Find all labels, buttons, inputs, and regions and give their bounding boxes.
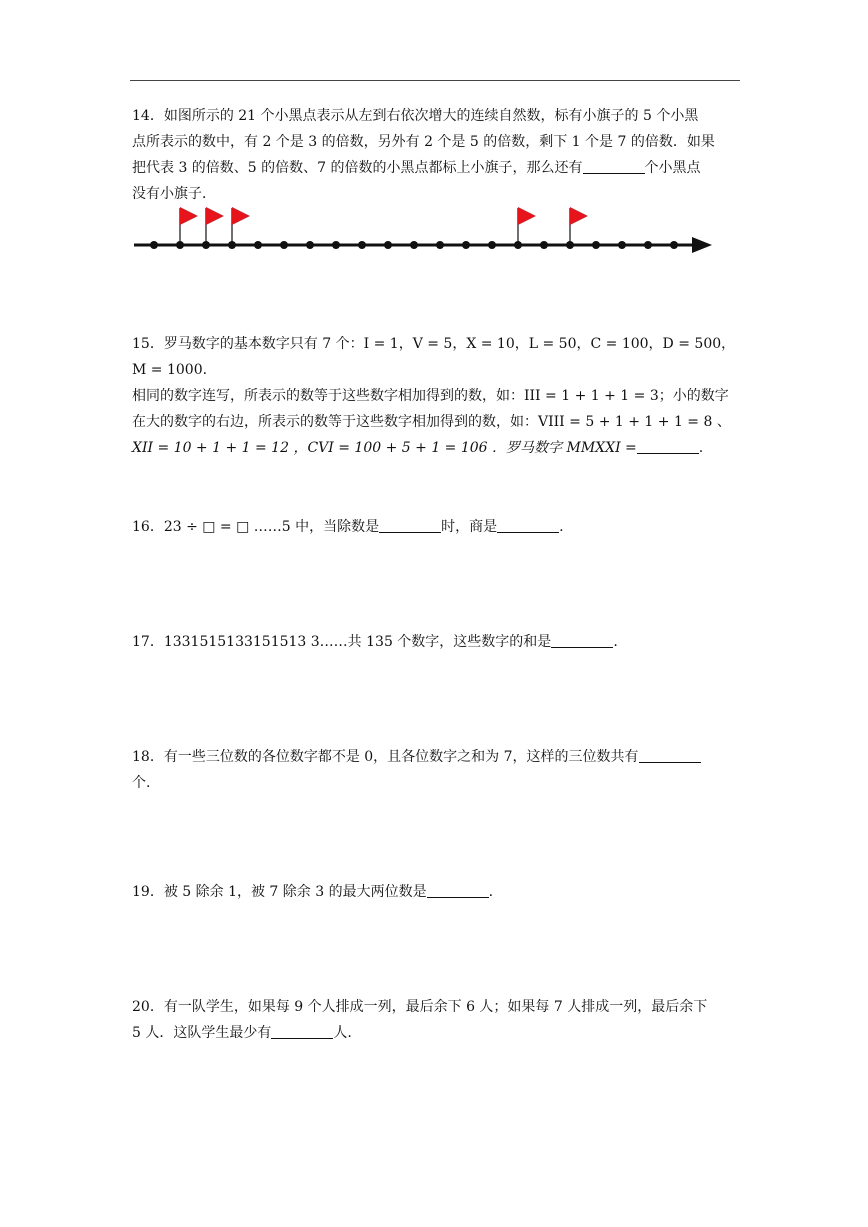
q17-answer-blank <box>551 631 613 648</box>
q16-divisor-blank <box>379 516 441 533</box>
q18-text-1: 18．有一些三位数的各位数字都不是 0，且各位数字之和为 7，这样的三位数共有 <box>132 749 639 765</box>
question-14 <box>132 103 740 207</box>
number-line-dot <box>332 241 340 249</box>
question-19 <box>132 879 740 905</box>
number-line-dot <box>436 241 444 249</box>
number-line-dot <box>280 241 288 249</box>
q19-text-1: 19．被 5 除余 1，被 7 除余 3 的最大两位数是 <box>132 884 427 900</box>
q17-text-1: 17．1331515133151513 3……共 135 个数字，这些数字的和是 <box>132 634 552 650</box>
q20-line-1: 20．有一队学生，如果每 9 个人排成一列，最后余下 6 人；如果每 7 人排成一列，最后余下 <box>132 999 708 1015</box>
q20-text-2a: 5 人．这队学生最少有 <box>132 1025 272 1041</box>
q16-text-2: 时，商是 <box>441 519 498 535</box>
q14-line-4: 没有小旗子． <box>132 186 216 202</box>
question-17 <box>132 629 740 655</box>
red-flag-icon <box>180 207 198 225</box>
q14-answer-blank <box>583 157 645 174</box>
q14-line-1: 14．如图所示的 21 个小黑点表示从左到右依次增大的连续自然数，标有小旗子的 5 个小黑 <box>132 108 699 124</box>
number-line-dot <box>488 241 496 249</box>
number-line-figure <box>130 200 720 262</box>
q15-line-1: 15．罗马数字的基本数字只有 7 个：I = 1，V = 5，X = 10，L = 50，C = 100，D = 500，M = 1000. <box>132 336 736 378</box>
number-line-dot <box>384 241 392 249</box>
q16-text-3: . <box>559 519 564 535</box>
q19-answer-blank <box>427 881 489 898</box>
number-line-dots <box>150 207 678 249</box>
q18-line-1 <box>132 744 740 770</box>
q15-line-4-after: . <box>698 440 704 456</box>
q19-line-1 <box>132 879 740 905</box>
question-16 <box>132 514 740 540</box>
number-line-dot <box>618 241 626 249</box>
q20-answer-blank <box>271 1022 333 1039</box>
q17-text-2: . <box>613 634 618 650</box>
red-flag-icon <box>570 207 588 225</box>
header-rule <box>130 80 740 81</box>
q15-answer-blank <box>637 437 699 454</box>
q20-line-2 <box>132 1020 740 1046</box>
q20-text-2b: 人. <box>333 1025 352 1041</box>
question-15 <box>132 331 740 461</box>
number-line-dot <box>358 241 366 249</box>
q14-line-3-after: 个小黑点 <box>644 160 701 176</box>
number-line-dot <box>644 241 652 249</box>
number-line-dot <box>306 241 314 249</box>
q15-line-3: 在大的数字的右边，所表示的数等于这些数字相加得到的数，如：VIII = 5 + 1 + 1 + 1 = 8 、 <box>132 414 731 430</box>
question-18 <box>132 744 740 796</box>
q14-line-3 <box>132 155 740 181</box>
q14-line-2: 点所表示的数中，有 2 个是 3 的倍数，另外有 2 个是 5 的倍数，剩下 1 个是 7 的倍数．如果 <box>132 134 715 150</box>
red-flag-icon <box>518 207 536 225</box>
q16-text-1: 16．23 ÷ □ = □ ……5 中，当除数是 <box>132 519 380 535</box>
q15-line-2: 相同的数字连写，所表示的数等于这些数字相加得到的数，如：III = 1 + 1 + 1 = 3；小的数字 <box>132 388 729 404</box>
number-line-arrow <box>692 237 712 253</box>
red-flag-icon <box>206 207 224 225</box>
q14-line-3-text: 把代表 3 的倍数、5 的倍数、7 的倍数的小黑点都标上小旗子，那么还有 <box>132 160 583 176</box>
red-flag-icon <box>232 207 250 225</box>
number-line-dot <box>410 241 418 249</box>
q18-answer-blank <box>639 746 701 763</box>
q17-line-1 <box>132 629 740 655</box>
q18-line-2: 个. <box>132 775 151 791</box>
q16-quotient-blank <box>497 516 559 533</box>
q15-line-4-text: XII = 10 + 1 + 1 = 12 ，CVI = 100 + 5 + 1 = 106 ．罗马数字 MMXXI = <box>132 440 637 456</box>
number-line-dot <box>254 241 262 249</box>
q15-line-4 <box>132 435 740 461</box>
number-line-dot <box>150 241 158 249</box>
number-line-dot <box>540 241 548 249</box>
number-line-dot <box>462 241 470 249</box>
question-20 <box>132 994 740 1046</box>
q16-line-1 <box>132 514 740 540</box>
number-line-dot <box>670 241 678 249</box>
number-line-dot <box>592 241 600 249</box>
q19-text-2: . <box>488 884 494 900</box>
